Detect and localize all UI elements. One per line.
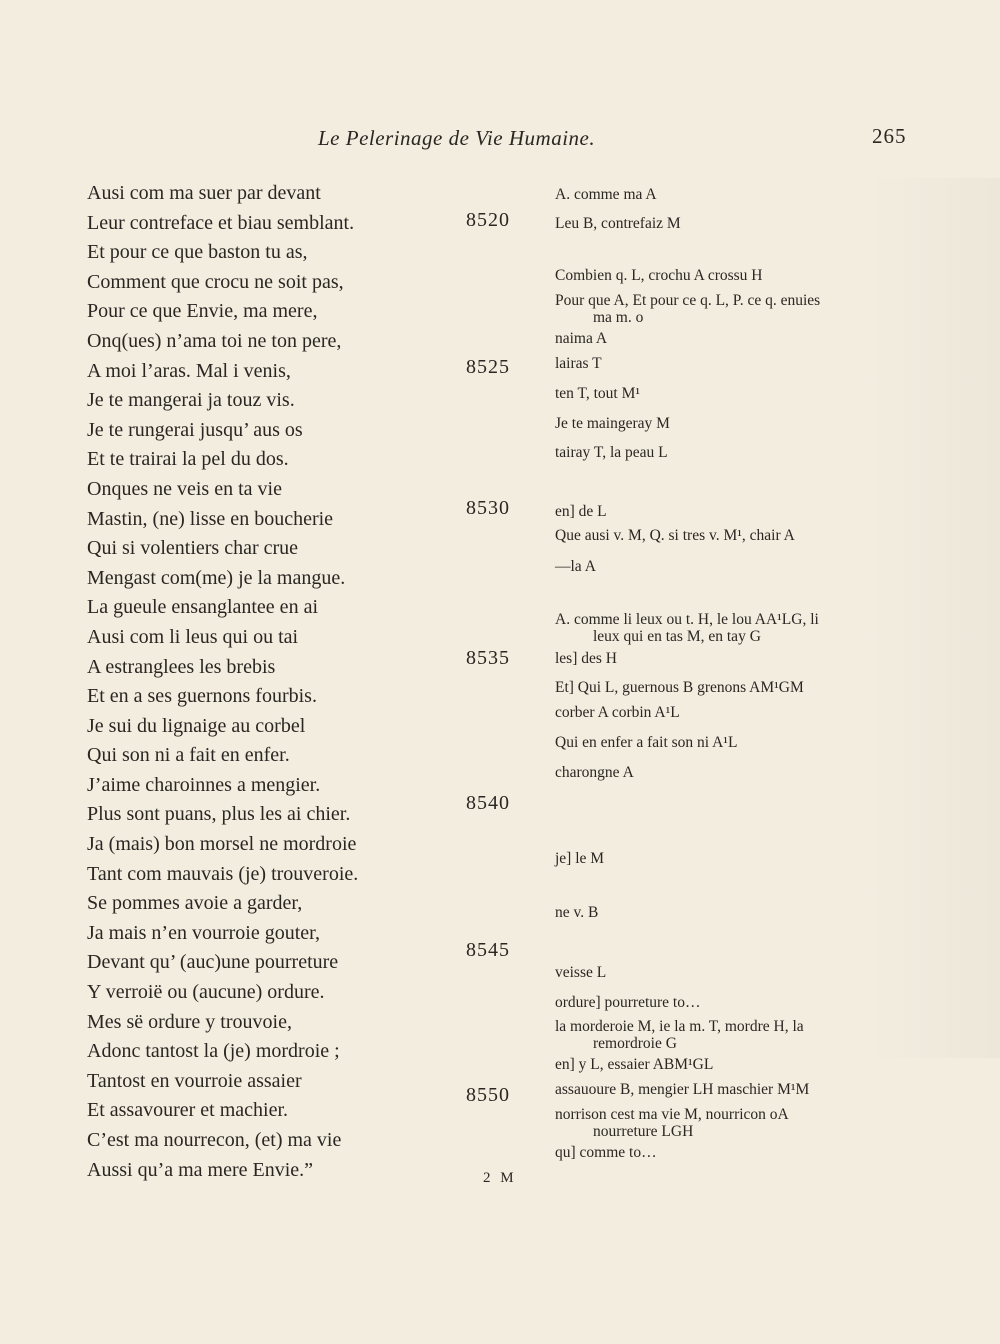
variant-note: ten T, tout M¹ (555, 385, 641, 402)
variant-note: assauoure B, mengier LH maschier M¹M (555, 1081, 810, 1098)
variant-note: Je te maingeray M (555, 415, 670, 432)
verse-line: Et te trairai la pel du dos. (87, 448, 289, 471)
verse-line: Et assavourer et machier. (87, 1099, 289, 1122)
verse-column (87, 179, 467, 1185)
verse-line: Mengast com(me) je la mangue. (87, 566, 346, 589)
verse-line: La gueule ensanglantee en ai (87, 596, 318, 619)
verse-line: Tantost en vourroie assaier (87, 1069, 302, 1092)
line-number: 8540 (466, 792, 510, 814)
verse-line: Qui son ni a fait en enfer. (87, 744, 290, 767)
variant-note-line: Pour que A, Et pour ce q. L, P. ce q. enuies (555, 292, 821, 309)
verse-line: Onques ne veis en ta vie (87, 477, 282, 500)
variant-note: Et] Qui L, guernous B grenons AM¹GM (555, 679, 804, 696)
verse-line: Ausi com ma suer par devant (87, 182, 321, 204)
variant-note: lairas T (555, 355, 602, 372)
line-number: 8530 (466, 497, 510, 519)
verse-line: Ja (mais) bon morsel ne mordroie (87, 833, 357, 856)
verse-line: Et pour ce que baston tu as, (87, 241, 308, 264)
variant-note (555, 1106, 907, 1140)
variant-note (555, 1018, 907, 1052)
verse-line: Aussi qu’a ma mere Envie.” (87, 1158, 314, 1181)
verse-line: Pour ce que Envie, ma mere, (87, 300, 318, 323)
variant-note-continuation: ma m. o (593, 309, 644, 326)
variant-note-line: norrison cest ma vie M, nourricon oA (555, 1106, 789, 1123)
variant-note (555, 292, 907, 326)
verse-line: Onq(ues) n’ama toi ne ton pere, (87, 329, 342, 352)
verse-line: Adonc tantost la (je) mordroie ; (87, 1040, 340, 1063)
variant-note: les] des H (555, 650, 617, 667)
variant-note-line: la morderoie M, ie la m. T, mordre H, la (555, 1018, 804, 1035)
variant-note: Combien q. L, crochu A crossu H (555, 267, 763, 284)
verse-line: C’est ma nourrecon, (et) ma vie (87, 1129, 342, 1151)
variant-note: tairay T, la peau L (555, 444, 668, 461)
line-number: 8545 (466, 939, 510, 961)
verse-line: Y verroië ou (aucune) ordure. (87, 981, 325, 1004)
variant-note: —la A (555, 558, 596, 575)
verse-line: A moi l’aras. Mal i venis, (87, 359, 291, 382)
variant-note: qu] comme to… (555, 1144, 657, 1161)
variant-note-continuation: leux qui en tas M, en tay G (593, 628, 761, 645)
verse-line: Mes së ordure y trouvoie, (87, 1010, 292, 1033)
verse-line: Ja mais n’en vourroie gouter, (87, 921, 321, 944)
verse-line: Ausi com li leus qui ou tai (87, 625, 299, 648)
verse-line: Mastin, (ne) lisse en boucherie (87, 507, 334, 530)
variant-note: Leu B, contrefaiz M (555, 215, 681, 232)
verse-line: Plus sont puans, plus les ai chier. (87, 803, 351, 826)
variant-note: en] de L (555, 503, 607, 520)
verse-line: Devant qu’ (auc)une pourreture (87, 951, 339, 974)
variant-note-line: A. comme li leux ou t. H, le lou AA¹LG, li (555, 611, 819, 628)
variant-note (555, 611, 907, 645)
variant-note: corber A corbin A¹L (555, 704, 680, 721)
variant-note: veisse L (555, 964, 607, 981)
variant-note: ne v. B (555, 904, 599, 921)
line-number: 8535 (466, 647, 510, 669)
verse-line: Je sui du lignaige au corbel (87, 714, 306, 737)
variant-note-continuation: remordroie G (593, 1035, 677, 1052)
variant-note: Que ausi v. M, Q. si tres v. M¹, chair A (555, 527, 795, 544)
verse-line: Tant com mauvais (je) trouveroie. (87, 862, 359, 885)
variant-note: en] y L, essaier ABM¹GL (555, 1056, 714, 1073)
variant-note: Qui en enfer a fait son ni A¹L (555, 734, 738, 751)
page-number: 265 (872, 124, 907, 148)
verse-line: J’aime charoinnes a mengier. (87, 773, 321, 796)
variant-note-continuation: nourreture LGH (593, 1123, 694, 1140)
variant-note: ordure] pourreture to… (555, 994, 701, 1011)
variant-note: naima A (555, 330, 608, 347)
variant-note: A. comme ma A (555, 186, 657, 203)
verse-line: Qui si volentiers char crue (87, 537, 299, 560)
verse-line: Se pommes avoie a garder, (87, 892, 303, 915)
running-title: Le Pelerinage de Vie Humaine. (318, 126, 596, 150)
verse-line: A estranglees les brebis (87, 655, 276, 678)
variant-note: je] le M (555, 850, 605, 867)
verse-line: Je te mangerai ja touz vis. (87, 389, 295, 412)
line-number: 8550 (466, 1084, 510, 1106)
line-number: 8520 (466, 209, 510, 231)
variant-note: charongne A (555, 764, 634, 781)
line-number: 8525 (466, 356, 510, 378)
signature-mark: 2 M (483, 1170, 517, 1186)
verse-line: Et en a ses guernons fourbis. (87, 685, 317, 708)
verse-line: Leur contreface et biau semblant. (87, 211, 355, 234)
verse-line: Je te rungerai jusqu’ aus os (87, 418, 303, 441)
verse-line: Comment que crocu ne soit pas, (87, 270, 344, 293)
